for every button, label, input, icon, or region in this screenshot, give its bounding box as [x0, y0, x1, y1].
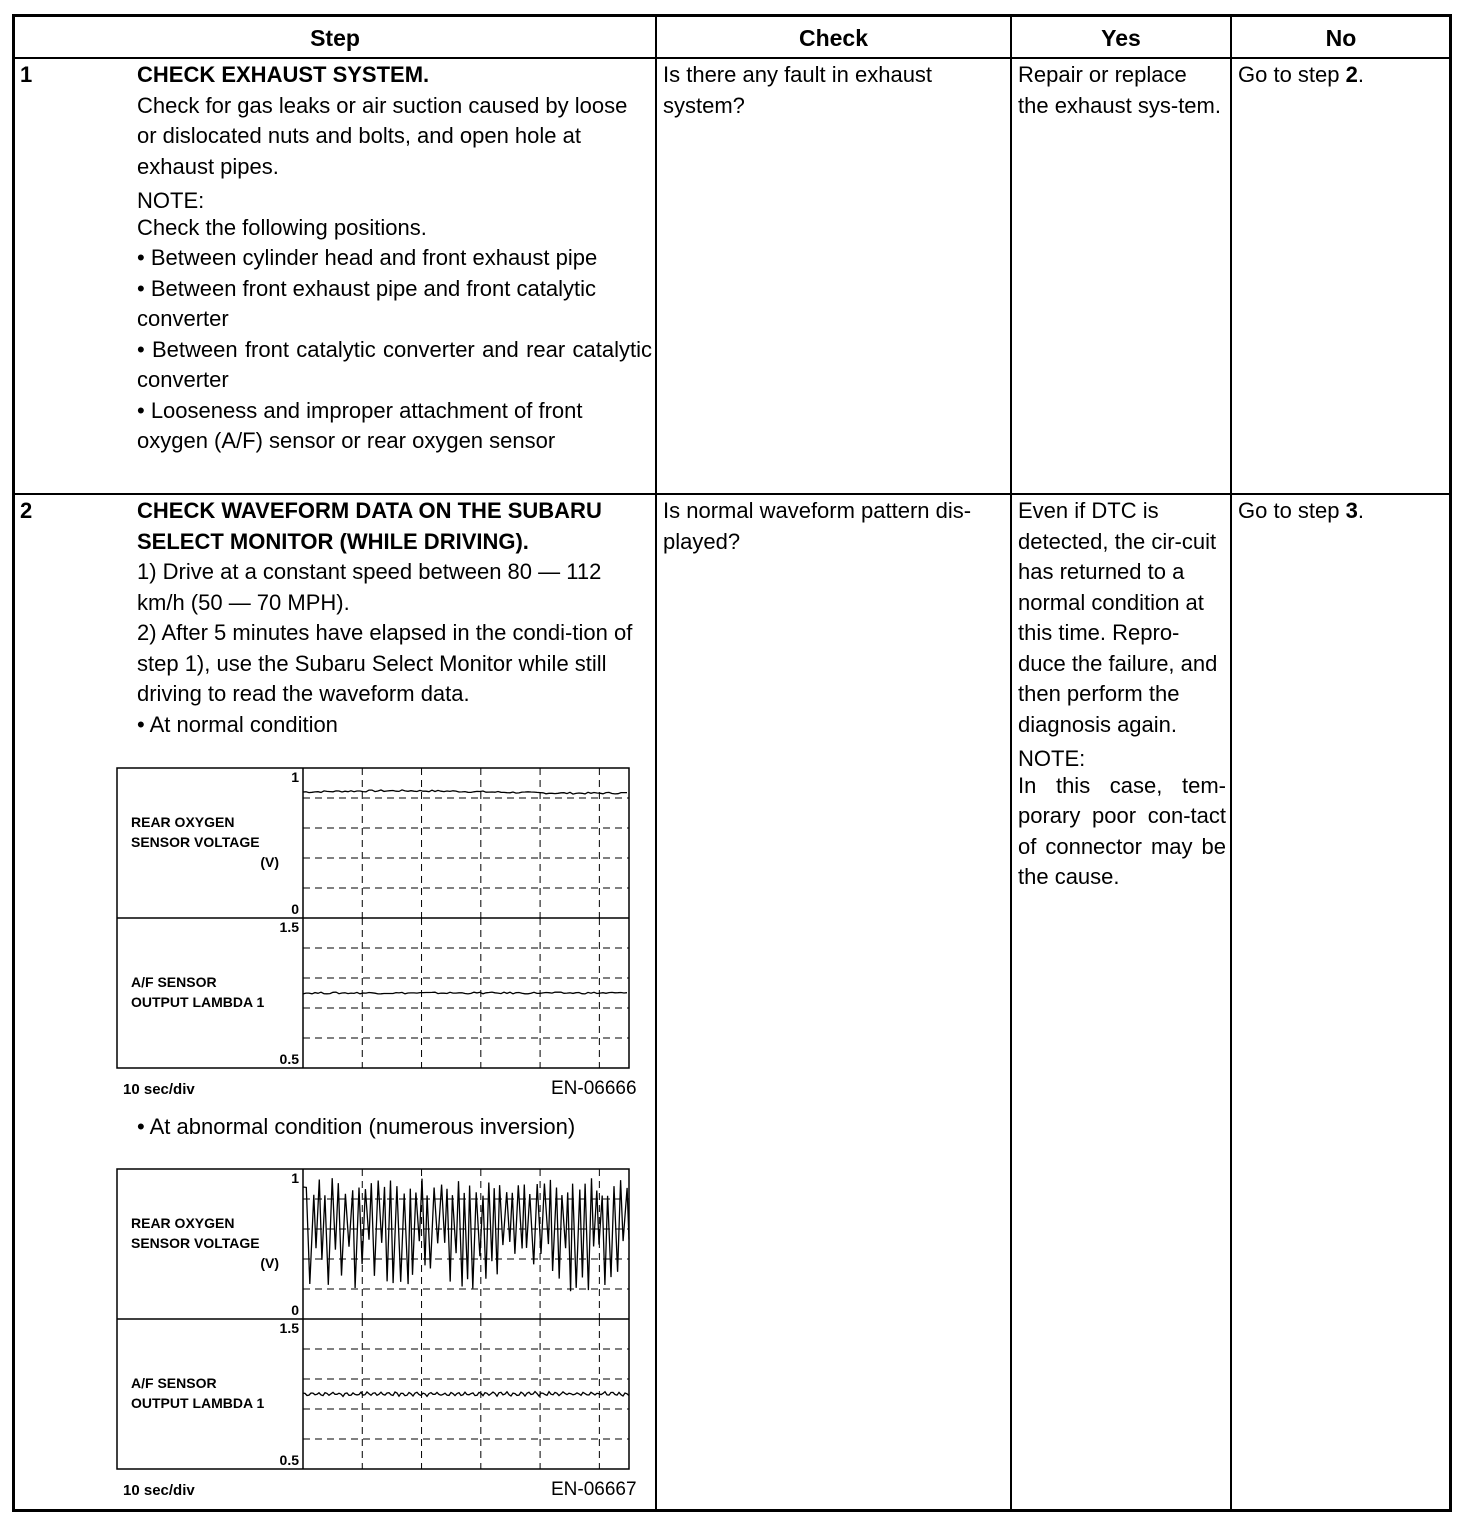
panel-label: OUTPUT LAMBDA 1 [131, 1395, 265, 1411]
no-text [1238, 60, 1448, 91]
waveform-chart-normal [115, 766, 635, 1096]
check-text: Is there any fault in exhaust system? [663, 62, 933, 118]
no-prefix: Go to step [1238, 62, 1346, 87]
step-title: CHECK WAVEFORM DATA ON THE SUBARU SELECT MONITOR (WHILE DRIVING). [137, 498, 602, 554]
header-divider [15, 57, 1449, 59]
procedure-step-1: 1) Drive at a constant speed between 80 — 112 km/h (50 — 70 MPH). [137, 559, 602, 615]
step-number: 1 [20, 62, 33, 87]
yes-text: Even if DTC is detected, the cir-cuit has returned to a normal condition at this time. Repro-duce the failure, and then perform the diagnosis again. [1018, 498, 1218, 737]
time-scale-label: 10 sec/div [123, 1482, 195, 1497]
step-link: 3 [1345, 498, 1358, 523]
note-bullet: • Between cylinder head and front exhaust pipe [137, 245, 598, 270]
panel-label: SENSOR VOLTAGE [131, 834, 260, 850]
time-scale-label: 10 sec/div [123, 1081, 195, 1096]
axis-min-label: 0 [291, 1302, 299, 1318]
header-yes: Yes [1101, 25, 1141, 51]
check-text: Is normal waveform pattern dis-played? [663, 498, 972, 554]
step-content [137, 60, 652, 457]
bullet-normal: • At normal condition [137, 711, 338, 737]
waveform-line [303, 1392, 629, 1397]
note-label: NOTE: [137, 188, 205, 213]
note-bullet: • Between front catalytic converter and rear catalytic converter [137, 336, 652, 392]
note-bullet: • Looseness and improper attachment of front oxygen (A/F) sensor or rear oxygen sensor [137, 397, 583, 453]
header-step: Step [310, 25, 360, 51]
no-suffix: . [1357, 62, 1364, 87]
step-body: Check for gas leaks or air suction caused by loose or dislocated nuts and bolts, and open hole at exhaust pipes. [137, 92, 628, 179]
column-divider [1230, 17, 1232, 1509]
figure-id: EN-06667 [551, 1479, 637, 1500]
axis-max-label: 1.5 [279, 1320, 299, 1336]
no-prefix: Go to step [1238, 498, 1346, 523]
header-check: Check [798, 25, 869, 51]
yes-content [1018, 496, 1226, 893]
note-bullet: • Between front exhaust pipe and front catalytic converter [137, 275, 596, 331]
no-suffix: . [1357, 498, 1364, 523]
step-link: 2 [1345, 62, 1358, 87]
panel-label: REAR OXYGEN [131, 814, 235, 830]
panel-label: (V) [260, 854, 279, 870]
note-label: NOTE: [1018, 746, 1086, 771]
waveform-chart-abnormal [115, 1167, 635, 1497]
panel-label: A/F SENSOR [131, 974, 217, 990]
panel-label: REAR OXYGEN [131, 1215, 235, 1231]
axis-max-label: 1 [291, 769, 299, 785]
header-no: No [1325, 25, 1357, 51]
axis-min-label: 0.5 [279, 1452, 299, 1468]
panel-label: A/F SENSOR [131, 1375, 217, 1391]
row-divider [15, 493, 1449, 495]
panel-label: (V) [260, 1255, 279, 1271]
step-content [137, 496, 642, 740]
axis-max-label: 1.5 [279, 919, 299, 935]
note-intro: Check the following positions. [137, 214, 427, 240]
figure-id: EN-06666 [551, 1078, 637, 1099]
note-text: In this case, tem-porary poor con-tact of connector may be the cause. [1018, 772, 1226, 889]
bullet-abnormal: • At abnormal condition (numerous inversion) [137, 1114, 576, 1139]
panel-label: OUTPUT LAMBDA 1 [131, 994, 265, 1010]
waveform-line [303, 790, 627, 794]
axis-min-label: 0 [291, 901, 299, 917]
yes-text: Repair or replace the exhaust sys-tem. [1018, 62, 1221, 118]
no-text [1238, 496, 1448, 527]
waveform-line [303, 1178, 629, 1291]
axis-min-label: 0.5 [279, 1051, 299, 1067]
step-number: 2 [20, 498, 33, 523]
column-divider [655, 17, 657, 1509]
step-title: CHECK EXHAUST SYSTEM. [137, 62, 430, 87]
diagnostic-table [12, 14, 1452, 1512]
axis-max-label: 1 [291, 1170, 299, 1186]
waveform-line [303, 992, 627, 994]
column-divider [1010, 17, 1012, 1509]
procedure-step-2: 2) After 5 minutes have elapsed in the condi-tion of step 1), use the Subaru Select Monitor while still driving to read the waveform data. [137, 620, 633, 706]
panel-label: SENSOR VOLTAGE [131, 1235, 260, 1251]
